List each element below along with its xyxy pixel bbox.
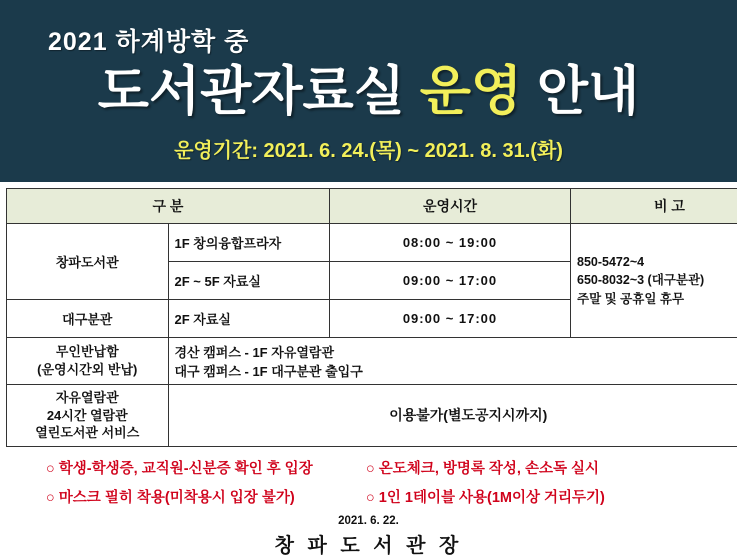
notice-item-mask: ○ 마스크 필히 착용(미착용시 입장 불가) (14, 486, 366, 507)
table-head (7, 189, 737, 224)
notice-list (0, 457, 737, 507)
page-title (0, 64, 737, 120)
schedule-table (6, 188, 737, 447)
notice-item-distancing: ○ 1인 1테이블 사용(1M이상 거리두기) (366, 486, 706, 507)
notice-item-temperature: ○ 온도체크, 방명록 작성, 손소독 실시 (366, 457, 706, 478)
schedule-table-wrap (0, 182, 737, 447)
table-row-return-box (7, 338, 737, 385)
operating-period: 운영기간: 2021. 6. 24.(목) ~ 2021. 8. 31.(화) (0, 134, 737, 163)
table-header-row (7, 189, 737, 224)
cell-room-2f5f: 2F ~ 5F 자료실 (168, 262, 330, 300)
notice-row (14, 486, 723, 507)
cell-time-1f: 08:00 ~ 19:00 (330, 224, 571, 262)
table-body (7, 224, 737, 447)
title-highlight: 운영 (420, 62, 522, 121)
poster-footer (0, 515, 737, 558)
cell-value-return-box: 경산 캠퍼스 - 1F 자유열람관 대구 캠퍼스 - 1F 대구분관 출입구 (168, 338, 737, 385)
column-header-note: 비 고 (571, 189, 737, 224)
header-subtitle: 2021 하계방학 중 (0, 22, 737, 58)
table-row-reading-room (7, 385, 737, 447)
column-header-division: 구 분 (7, 189, 330, 224)
cell-time-2f5f: 09:00 ~ 17:00 (330, 262, 571, 300)
cell-room-daegu-2f: 2F 자료실 (168, 300, 330, 338)
cell-note-contact: 850-5472~4 650-8032~3 (대구분관) 주말 및 공휴일 휴무 (571, 224, 737, 338)
title-main: 도서관자료실 (98, 62, 420, 121)
cell-value-reading-room: 이용불가(별도공지시까지) (168, 385, 737, 447)
poster-header (0, 0, 737, 182)
notice-item-id-check: ○ 학생-학생증, 교직원-신분증 확인 후 입장 (14, 457, 366, 478)
footer-date: 2021. 6. 22. (0, 515, 737, 527)
cell-place-daegu: 대구분관 (7, 300, 169, 338)
cell-place-changpa: 창파도서관 (7, 224, 169, 300)
column-header-hours: 운영시간 (330, 189, 571, 224)
cell-room-1f: 1F 창의융합프라자 (168, 224, 330, 262)
table-row (7, 224, 737, 262)
notice-row (14, 457, 723, 478)
title-tail: 안내 (522, 62, 639, 121)
cell-label-reading-room: 자유열람관 24시간 열람관 열린도서관 서비스 (7, 385, 169, 447)
cell-time-daegu-2f: 09:00 ~ 17:00 (330, 300, 571, 338)
cell-label-return-box: 무인반납함 (운영시간외 반납) (7, 338, 169, 385)
footer-signature: 창 파 도 서 관 장 (0, 529, 737, 558)
